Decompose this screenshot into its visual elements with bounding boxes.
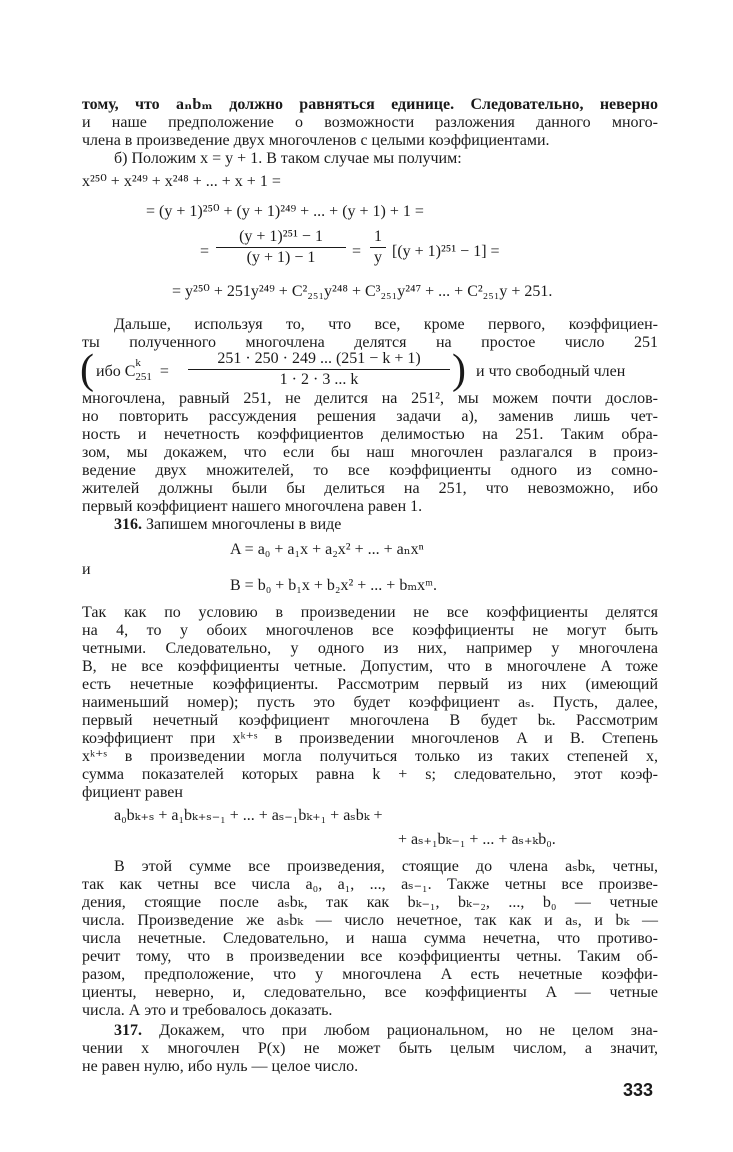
equation-row: x²⁵⁰ + x²⁴⁹ + x²⁴⁸ + ... + x + 1 =	[82, 173, 281, 190]
fraction-denominator: 1 · 2 · 3 ... k	[279, 371, 359, 388]
fraction-numerator: (y + 1)²⁵¹ − 1	[216, 228, 346, 248]
right-parenthesis: )	[452, 347, 466, 393]
fraction-denominator: y	[374, 249, 382, 266]
text-line: есть нечетные коэффициенты. Рассмотрим первый из них (имеющий	[82, 676, 658, 693]
left-parenthesis: (	[80, 347, 94, 393]
text-line: и наше предположение о возможности разложения данного много-	[82, 114, 658, 131]
text-line: наименьший номер); пусть это будет коэффициент aₛ. Пусть, далее,	[82, 694, 658, 711]
fraction	[216, 228, 346, 267]
problem-number: 316.	[114, 516, 142, 533]
text-line: но повторить рассуждения решения задачи а), заменив лишь чет-	[82, 408, 658, 425]
equation-a: A = a₀ + a₁x + a₂x² + ... + aₙxⁿ	[230, 541, 424, 558]
text-line: разом, предположение, что у многочлена A есть нечетные коэффи-	[82, 966, 658, 983]
equation-row: = y²⁵⁰ + 251y²⁴⁹ + C²₂₅₁y²⁴⁸ + C³₂₅₁y²⁴⁷ + ... + C²₂₅₁y + 251.	[172, 283, 553, 300]
text-line: Дальше, используя то, что все, кроме первого, коэффициен-	[114, 316, 658, 333]
conjunction: и	[82, 561, 91, 578]
text-line: тому, что aₙbₘ должно равняться единице. Следовательно, неверно	[82, 96, 658, 113]
text-line: дения, стоящие после aₛbₖ, так как bₖ₋₁, bₖ₋₂, ..., b₀ — четные	[82, 894, 658, 911]
equation-b: B = b₀ + b₁x + b₂x² + ... + bₘxᵐ.	[230, 577, 437, 594]
text-fragment: и что свободный член	[476, 363, 626, 380]
text-line: В этой сумме все произведения, стоящие до члена aₛbₖ, четны,	[114, 858, 658, 875]
text-line: речит тому, что в произведении все коэффициенты четны. Таким об-	[82, 948, 658, 965]
text-line: циенты, неверно, и, следовательно, все коэффициенты A — четные	[82, 984, 658, 1001]
text-line: ты полученного многочлена делятся на простое число 251	[82, 334, 658, 351]
text-line: чении x многочлен P(x) не может быть целым числом, а значит,	[82, 1040, 658, 1057]
problem-number: 317.	[114, 1022, 142, 1039]
equals-sign: =	[200, 243, 210, 260]
text-line: Так как по условию в произведении не все коэффициенты делятся	[82, 604, 658, 621]
text-line: ность и нечетность коэффициентов делимостью на 251. Таким обра-	[82, 426, 658, 443]
sum-row: a₀bₖ₊ₛ + a₁bₖ₊ₛ₋₁ + ... + aₛ₋₁bₖ₊₁ + aₛbₖ +	[114, 807, 383, 824]
text-line: зом, мы докажем, что если бы наш многочлен разлагался в произ-	[82, 444, 658, 461]
text-line: члена в произведение двух многочленов с целыми коэффициентами.	[82, 132, 550, 149]
text-line: четными. Следовательно, у одного из них, например у многочлена	[82, 640, 658, 657]
text-line: не равен нулю, ибо нуль — целое число.	[82, 1058, 359, 1075]
text-line: многочлена, равный 251, не делится на 251², мы можем почти дослов-	[82, 390, 658, 407]
fraction-denominator: (y + 1) − 1	[246, 249, 316, 266]
text-line: так как четны все числа a₀, a₁, ..., aₛ₋₁. Также четны все произве-	[82, 876, 658, 893]
sum-row: + aₛ₊₁bₖ₋₁ + ... + aₛ₊ₖb₀.	[398, 831, 556, 848]
equals-sign: =	[352, 243, 362, 260]
text-line: коэффициент при xᵏ⁺ˢ в произведении многочленов A и B. Степень	[82, 730, 658, 747]
text-line: жителей должны были бы делиться на 251, что невозможно, ибо	[82, 480, 658, 497]
text-line: числа. А это и требовалось доказать.	[82, 1002, 333, 1019]
text-line: ведение двух множителей, то все коэффициенты одного из сомно-	[82, 462, 658, 479]
problem-317-intro: 317. Докажем, что при любом рациональном, но не целом зна-	[114, 1022, 659, 1039]
text-line: первый коэффициент нашего многочлена равен 1.	[82, 498, 423, 515]
page-number: 333	[622, 1080, 653, 1100]
binomial-label: ибо C k $_{251}$ =	[96, 357, 169, 383]
fraction	[370, 228, 386, 267]
fraction-numerator: 251 · 250 · 249 ... (251 − k + 1)	[188, 350, 450, 370]
equation-part: [(y + 1)²⁵¹ − 1] =	[392, 243, 500, 260]
text-line: xᵏ⁺ˢ в произведении могла получиться только из таких степеней x,	[82, 748, 658, 765]
text-line: первый нечетный коэффициент многочлена B будет bₖ. Рассмотрим	[82, 712, 658, 729]
text-line: числа нечетные. Следовательно, и наша сумма нечетна, что противо-	[82, 930, 658, 947]
text-line: б) Положим x = y + 1. В таком случае мы получим:	[114, 150, 462, 167]
problem-316-intro: 316. Запишем многочлены в виде	[114, 516, 342, 533]
text-line: на 4, то у обоих многочленов все коэффициенты не могут быть	[82, 622, 658, 639]
fraction-numerator: 1	[370, 228, 386, 248]
text-line: фициент равен	[82, 784, 183, 801]
text-line: числа. Произведение же aₛbₖ — число нечетное, так как и aₛ, и bₖ —	[82, 912, 658, 929]
equation-row: = (y + 1)²⁵⁰ + (y + 1)²⁴⁹ + ... + (y + 1) + 1 =	[146, 203, 424, 220]
text-line: сумма показателей которых равна k + s; следовательно, этот коэф-	[82, 766, 658, 783]
text-line: B, не все коэффициенты четные. Допустим, что в многочлене A тоже	[82, 658, 658, 675]
fraction	[188, 350, 450, 389]
